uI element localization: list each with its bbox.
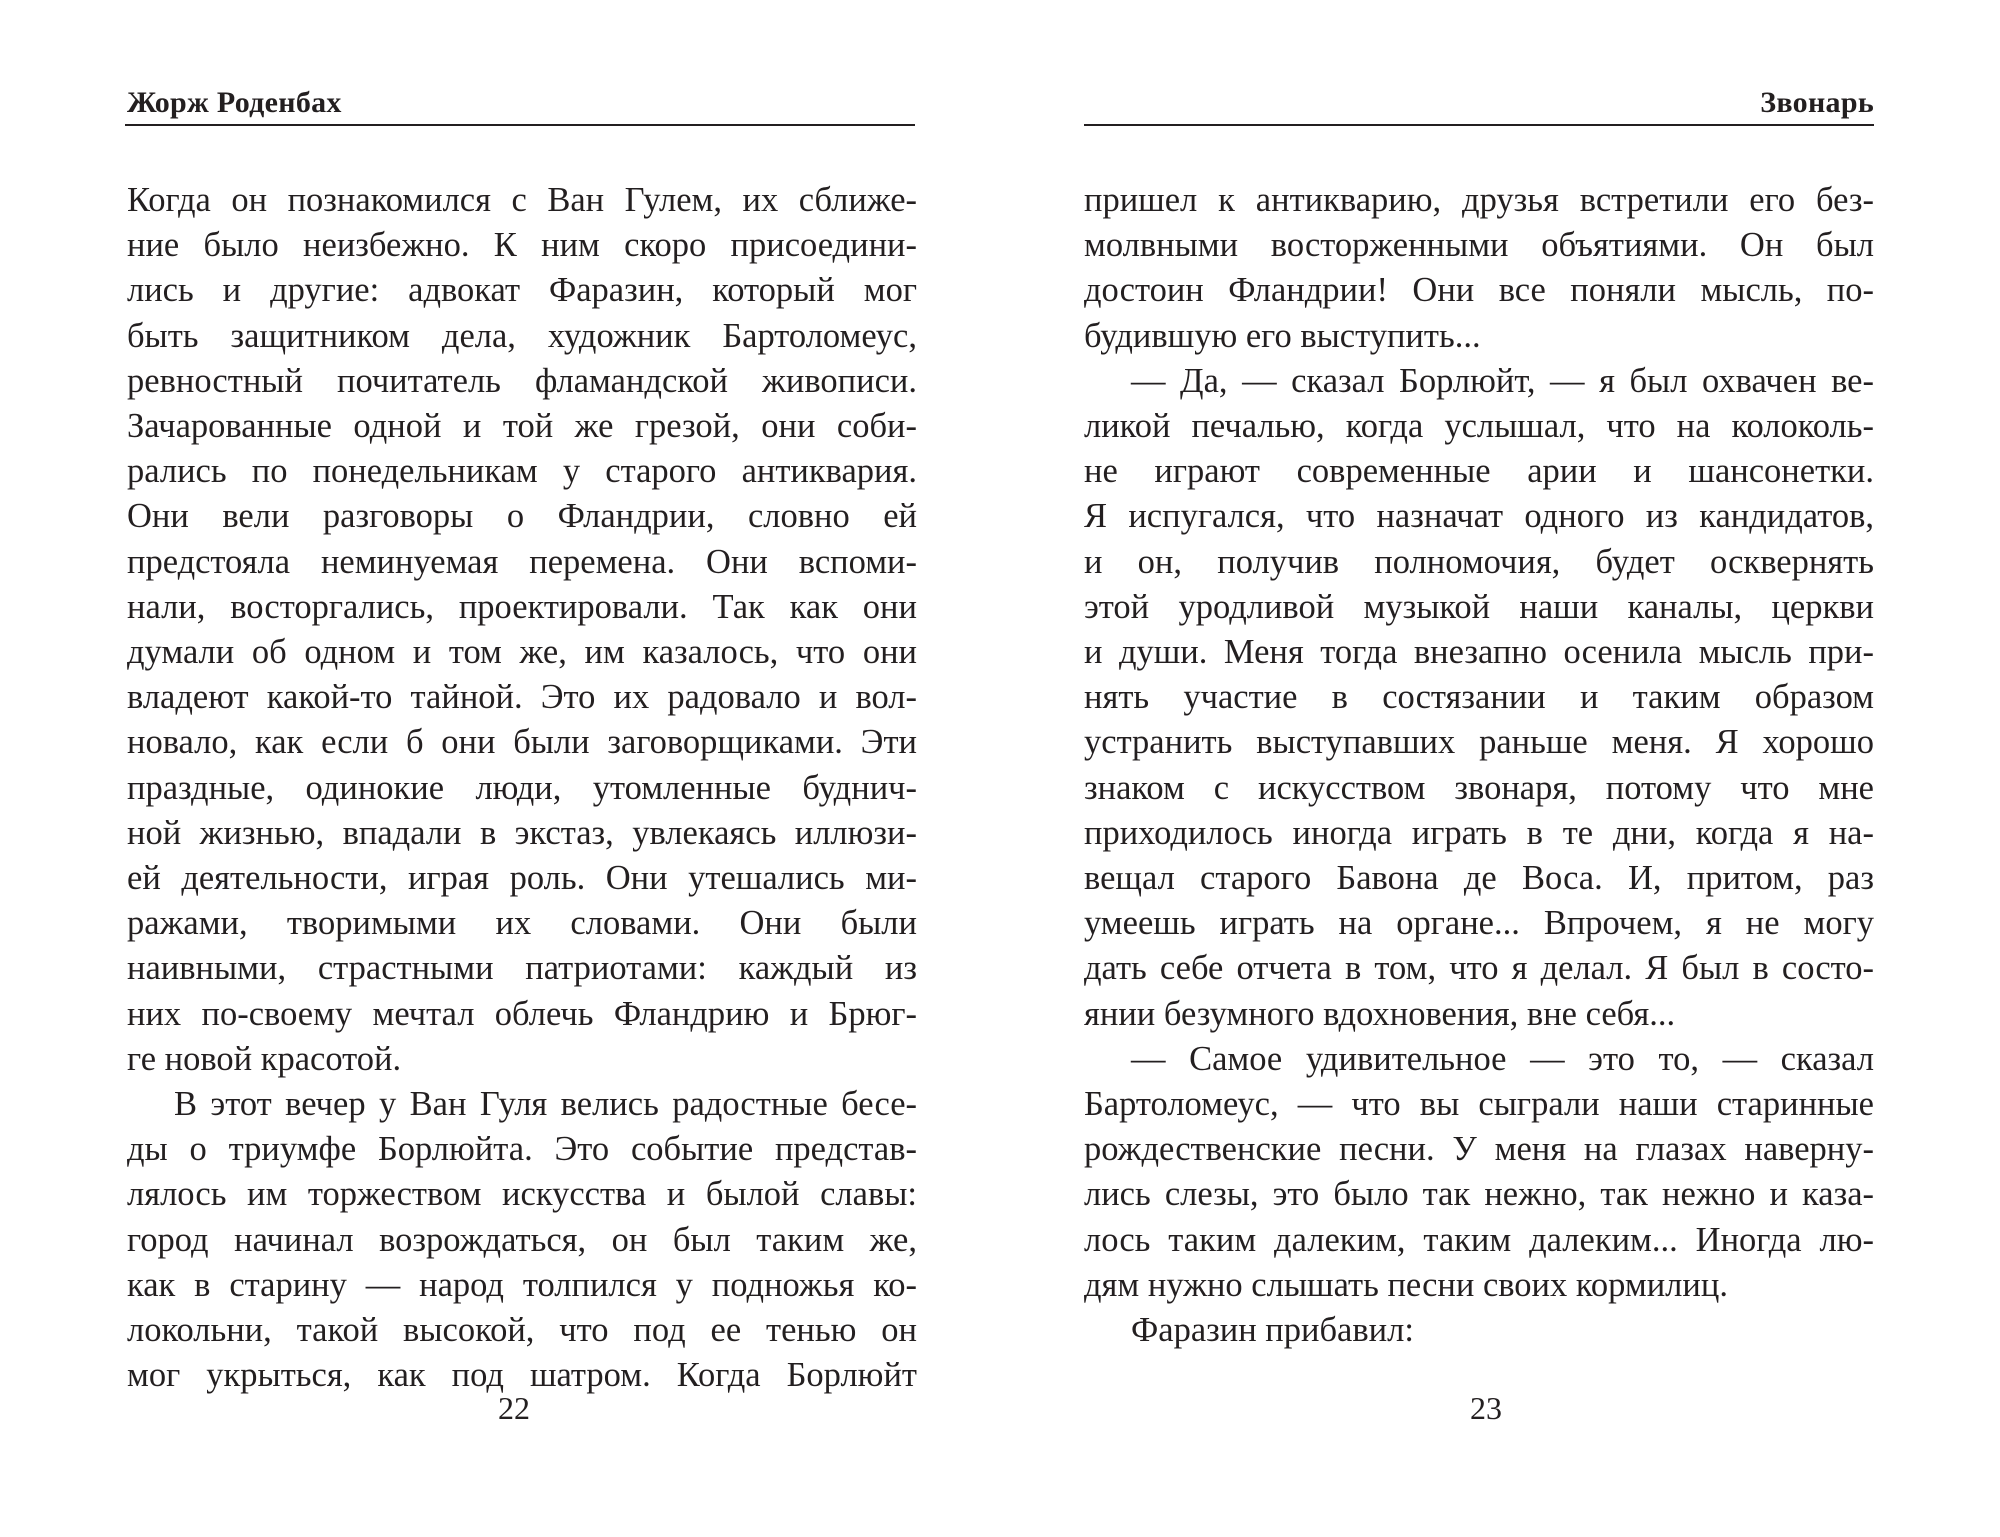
body-text: [127, 178, 917, 1398]
text-line: Фаразин прибавил:: [1131, 1311, 1414, 1350]
running-head-title: Звонарь: [1760, 86, 1874, 119]
text-line: рождественские песни. У меня на глазах наверну-: [1084, 1130, 1874, 1169]
text-line: будившую его выступить...: [1084, 316, 1481, 355]
text-line: устранить выступавших раньше меня. Я хорошо: [1084, 723, 1874, 762]
text-line: знаком с искусством звонаря, потому что мне: [1084, 768, 1874, 807]
text-line: думали об одном и том же, им казалось, что они: [127, 633, 917, 672]
text-line: владеют какой-то тайной. Это их радовало и вол-: [127, 678, 917, 717]
text-line: молвными восторженными объятиями. Он был: [1084, 226, 1874, 265]
running-head-author: Жорж Роденбах: [127, 86, 342, 119]
text-line: нали, восторгались, проектировали. Так как они: [127, 587, 917, 626]
text-line: лось таким далеким, таким далеким... Иногда лю-: [1084, 1220, 1874, 1259]
header-rule: [1084, 124, 1874, 126]
text-line: пришел к антикварию, друзья встретили его без-: [1084, 181, 1874, 219]
text-line: и он, получив полномочия, будет осквернять: [1084, 542, 1874, 581]
text-line: Бартоломеус, — что вы сыграли наши старинные: [1084, 1085, 1874, 1124]
text-line: локольни, такой высокой, что под ее тенью он: [127, 1311, 917, 1350]
text-line: как в старину — народ толпился у подножья ко-: [127, 1265, 917, 1304]
text-line: Когда он познакомился с Ван Гулем, их сближе-: [127, 181, 917, 219]
text-line: дям нужно слышать песни своих кормилиц.: [1084, 1265, 1728, 1304]
text-line: Они вели разговоры о Фландрии, словно ей: [127, 497, 917, 536]
text-line: и души. Меня тогда внезапно осенила мысль при-: [1084, 633, 1874, 672]
text-line: мог укрыться, как под шатром. Когда Борлюйт: [127, 1356, 917, 1395]
text-line: этой уродливой музыкой наши каналы, церкви: [1084, 587, 1874, 626]
text-line: Я испугался, что назначат одного из кандидатов,: [1084, 497, 1874, 536]
text-line: праздные, одинокие люди, утомленные буднич-: [127, 768, 917, 807]
text-line: ражами, творимыми их словами. Они были: [127, 904, 917, 943]
text-line: нять участие в состязании и таким образом: [1084, 678, 1874, 717]
text-line: умеешь играть на органе... Впрочем, я не могу: [1084, 904, 1874, 943]
text-line: ликой печалью, когда услышал, что на колоколь-: [1084, 407, 1874, 446]
text-line: янии безумного вдохновения, вне себя...: [1084, 994, 1676, 1033]
text-line: ге новой красотой.: [127, 1039, 402, 1078]
text-line: лись слезы, это было так нежно, так нежно и каза-: [1084, 1175, 1874, 1214]
text-line: — Самое удивительное — это то, — сказал: [1131, 1039, 1874, 1078]
text-line: наивными, страстными патриотами: каждый из: [127, 949, 917, 988]
text-line: приходилось иногда играть в те дни, когда я на-: [1084, 813, 1874, 852]
right-page: [1000, 0, 2000, 1537]
text-line: город начинал возрождаться, он был таким же,: [127, 1220, 917, 1259]
text-line: лялось им торжеством искусства и былой славы:: [127, 1175, 917, 1214]
text-line: быть защитником дела, художник Бартоломеус,: [127, 316, 917, 355]
text-line: ды о триумфе Борлюйта. Это событие представ-: [127, 1130, 917, 1169]
text-line: рались по понедельникам у старого антиквария.: [127, 452, 917, 491]
text-line: ной жизнью, впадали в экстаз, увлекаясь иллюзи-: [127, 813, 917, 852]
text-line: дать себе отчета в том, что я делал. Я был в состо-: [1084, 949, 1874, 988]
text-line: них по-своему мечтал облечь Фландрию и Брюг-: [127, 994, 917, 1033]
text-line: не играют современные арии и шансонетки.: [1084, 452, 1874, 491]
text-line: лись и другие: адвокат Фаразин, который мог: [127, 271, 917, 310]
text-line: предстояла неминуемая перемена. Они вспоми-: [127, 542, 917, 581]
text-line: В этот вечер у Ван Гуля велись радостные бесе-: [174, 1085, 917, 1124]
text-line: новало, как если б они были заговорщиками. Эти: [127, 723, 917, 762]
text-line: вещал старого Бавона де Воса. И, притом, раз: [1084, 859, 1874, 898]
text-line: ревностный почитатель фламандской живописи.: [127, 361, 917, 400]
text-line: ние было неизбежно. К ним скоро присоедини-: [127, 226, 917, 265]
text-line: ей деятельности, играя роль. Они утешались ми-: [127, 859, 917, 898]
page-number: 23: [1470, 1390, 1502, 1426]
text-line: — Да, — сказал Борлюйт, — я был охвачен ве-: [1131, 361, 1874, 400]
page-number: 22: [498, 1390, 530, 1426]
header-rule: [125, 124, 915, 126]
text-line: достоин Фландрии! Они все поняли мысль, по-: [1084, 271, 1874, 310]
body-text: [1084, 178, 1874, 1353]
text-line: Зачарованные одной и той же грезой, они соби-: [127, 407, 917, 446]
